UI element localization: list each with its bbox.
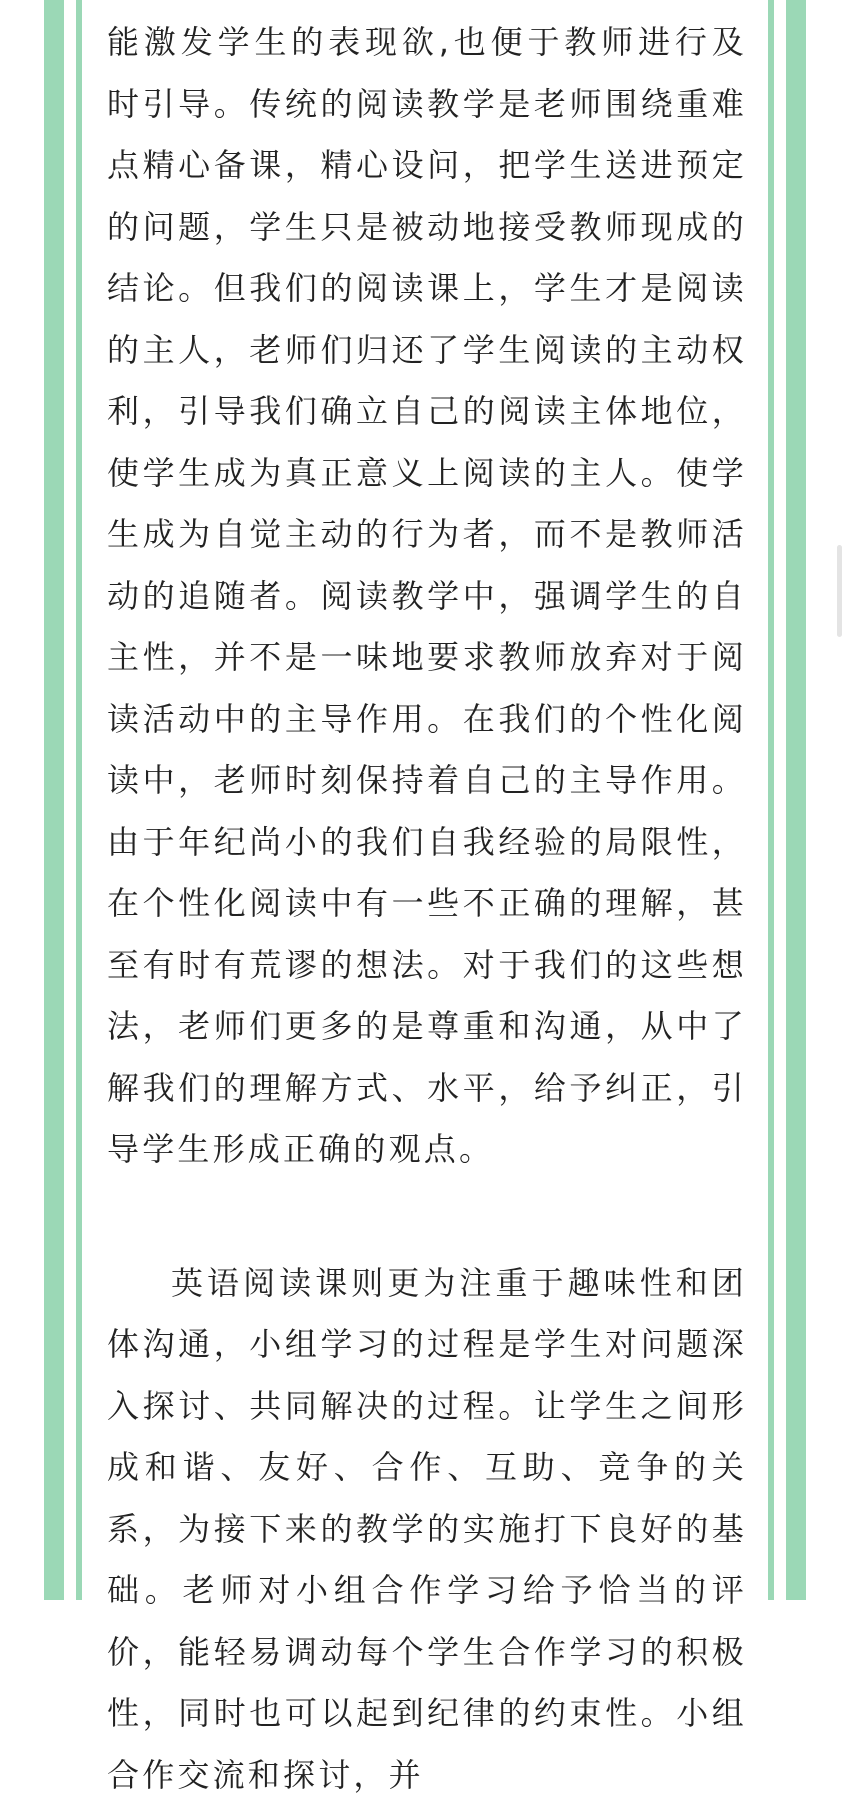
left-decorative-line xyxy=(76,0,82,1600)
right-decorative-line xyxy=(768,0,774,1600)
right-decorative-border xyxy=(786,0,806,1600)
article-paragraph: 能激发学生的表现欲,也便于教师进行及时引导。传统的阅读教学是老师围绕重难点精心备课，精心设问，把学生送进预定的问题，学生只是被动地接受教师现成的结论。但我们的阅读课上，学生才是阅读的主人，老师们归还了学生阅读的主动权利，引导我们确立自己的阅读主体地位，使学生成为真正意义上阅读的主人。使学生成为自觉主动的行为者，而不是教师活动的追随者。阅读教学中，强调学生的自主性，并不是一味地要求教师放弃对于阅读活动中的主导作用。在我们的个性化阅读中，老师时刻保持着自己的主导作用。由于年纪尚小的我们自我经验的局限性，在个性化阅读中有一些不正确的理解，甚至有时有荒谬的想法。对于我们的这些想法，老师们更多的是尊重和沟通，从中了解我们的理解方式、水平，给予纠正，引导学生形成正确的观点。 xyxy=(107,0,747,1181)
article-paragraph: 英语阅读课则更为注重于趣味性和团体沟通，小组学习的过程是学生对问题深入探讨、共同解决的过程。让学生之间形成和谐、友好、合作、互助、竞争的关系，为接下来的教学的实施打下良好的基础。老师对小组合作学习给予恰当的评价，能轻易调动每个学生合作学习的积极性，同时也可以起到纪律的约束性。小组合作交流和探讨，并 xyxy=(107,1253,747,1806)
scrollbar-thumb[interactable] xyxy=(837,545,842,637)
article-body xyxy=(107,0,747,1806)
left-decorative-border xyxy=(44,0,64,1600)
